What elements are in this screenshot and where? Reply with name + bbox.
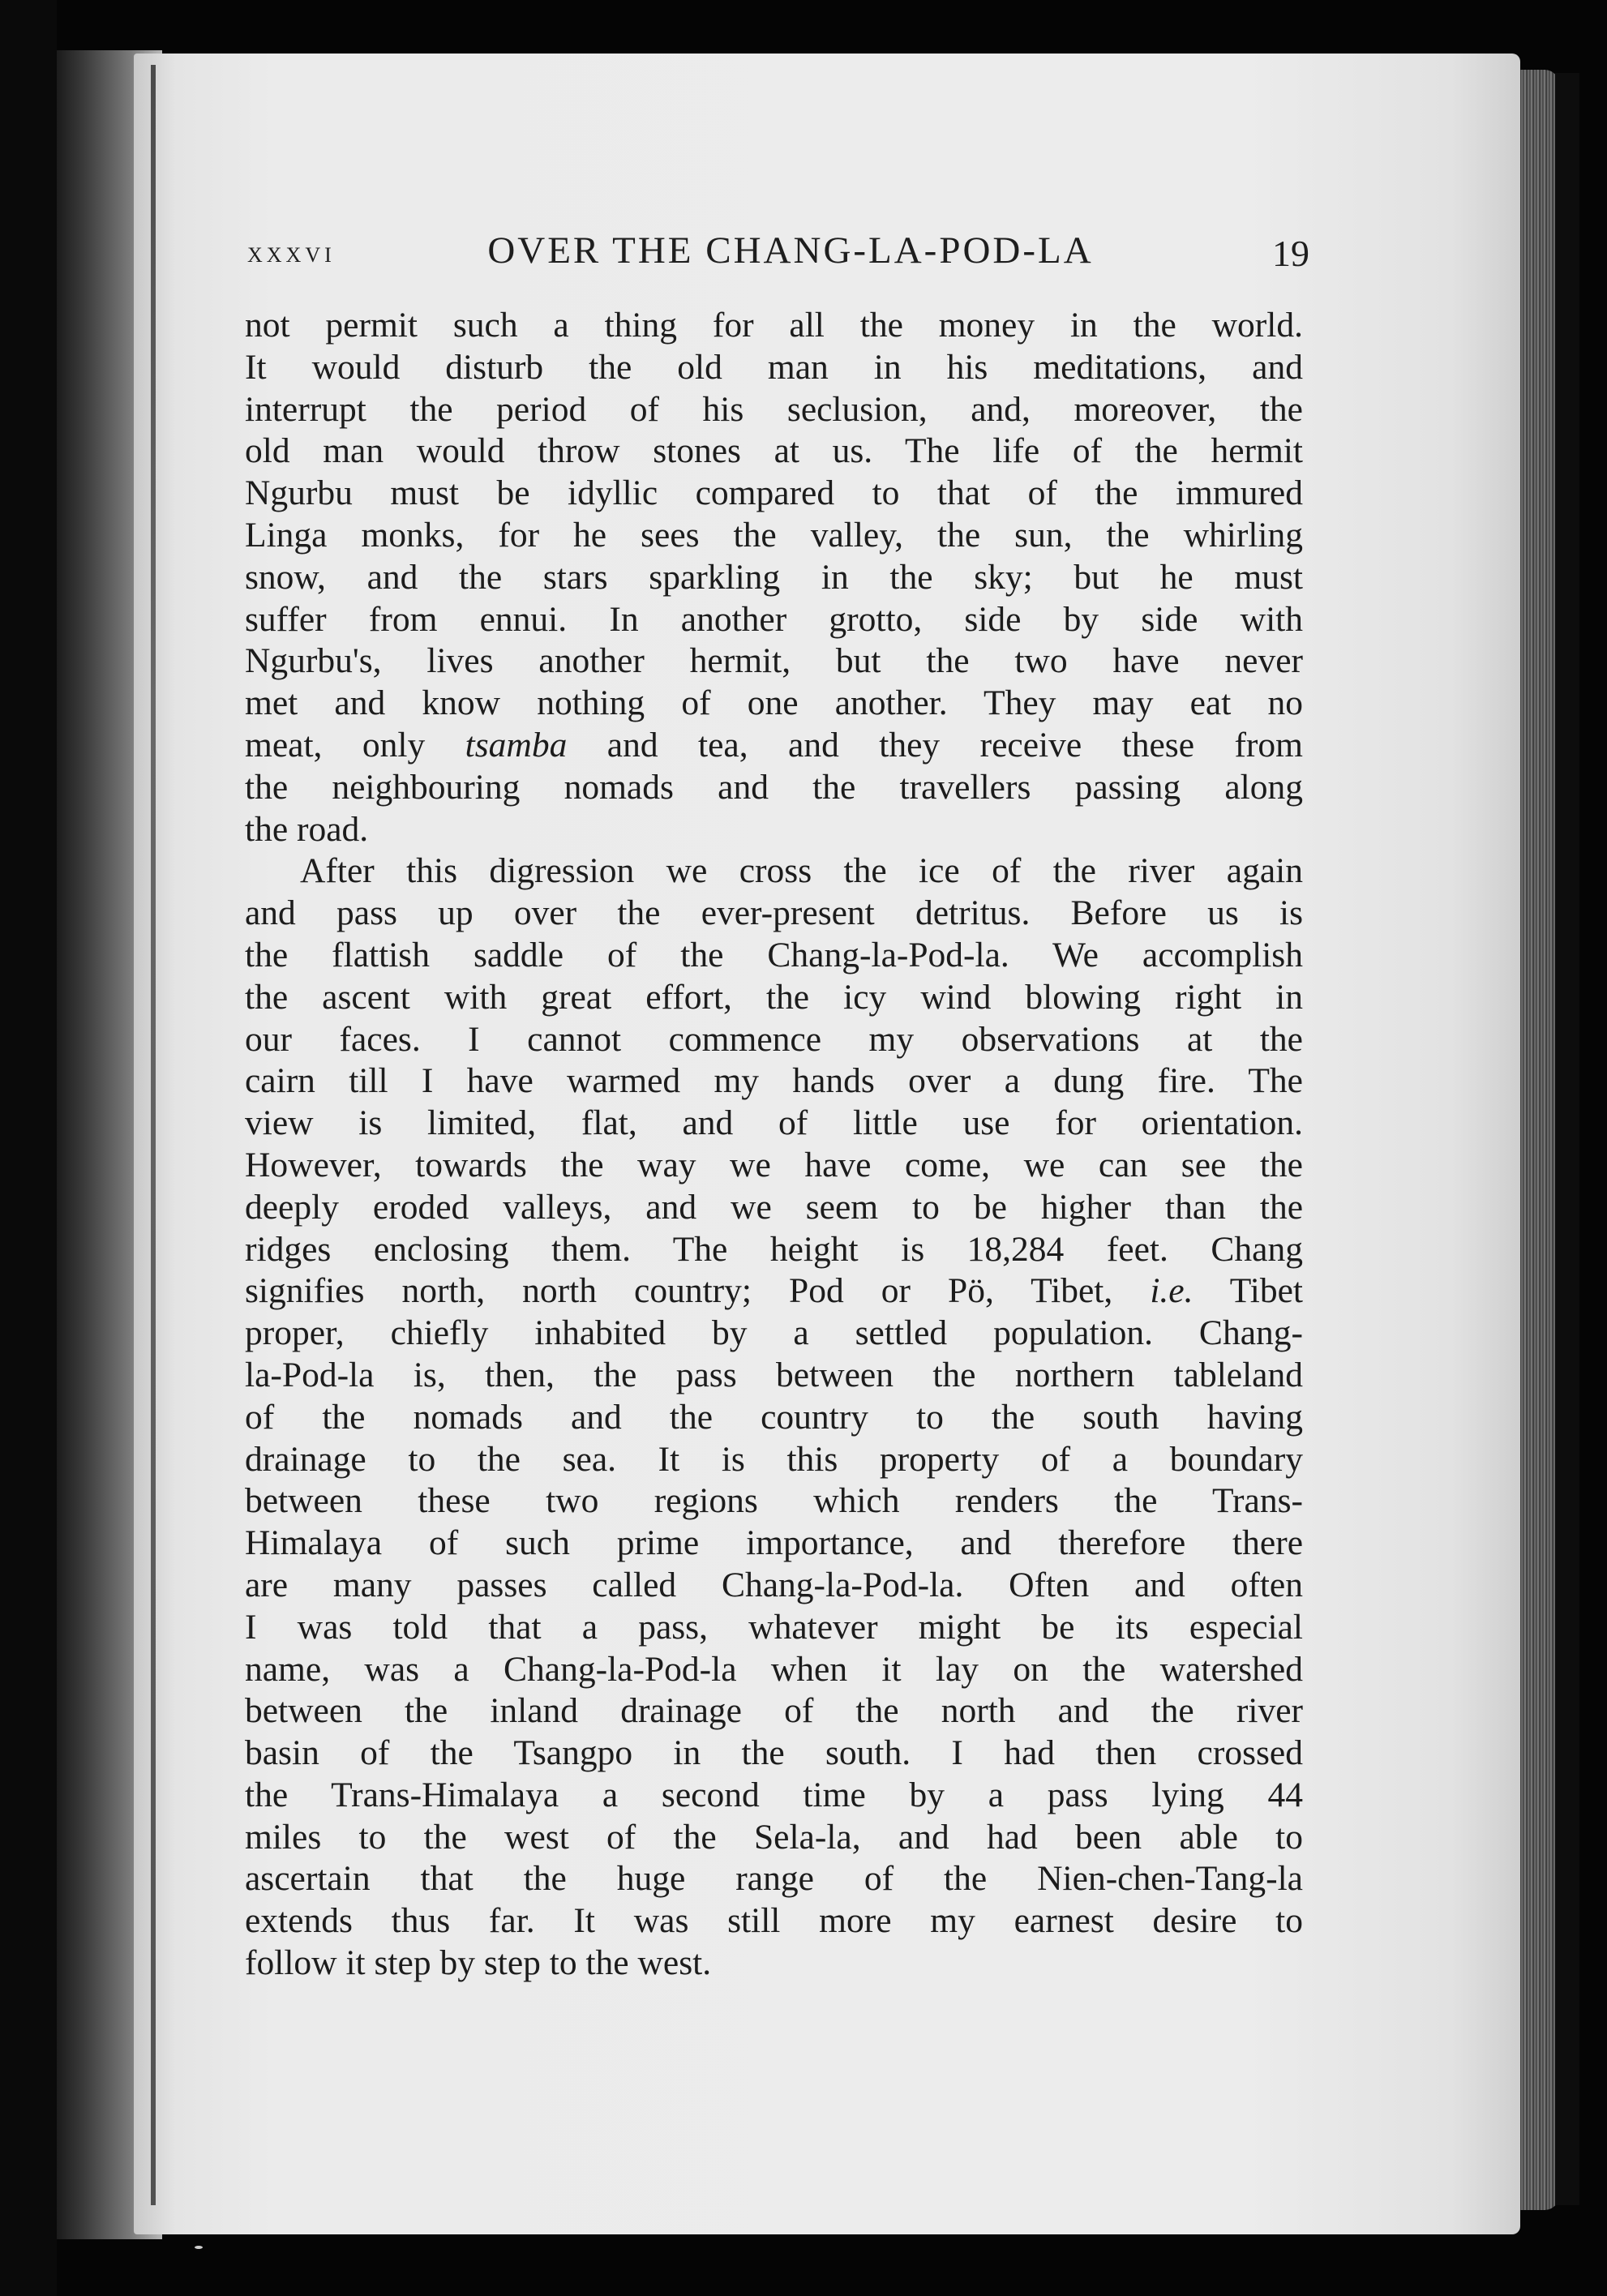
text-run: Ngurbu must be idyllic compared to that of the immured [245,473,1303,513]
text-run: drainage to the sea. It is this property of a boundary [245,1439,1303,1479]
text-line [245,1397,1303,1439]
text-line [245,1690,1303,1733]
text-run: meat, only [245,725,465,765]
text-line [245,389,1303,431]
text-line [245,1270,1303,1313]
text-run: deeply eroded valleys, and we seem to be higher than the [245,1187,1303,1227]
book-cover-edge [1555,73,1579,2205]
page-number: 19 [1272,233,1309,274]
text-run: I was told that a pass, whatever might be its especial [245,1607,1303,1647]
text-line [245,1817,1303,1859]
film-border-left [0,0,57,2296]
text-run: follow it step by step to the west. [245,1943,712,1983]
text-run: miles to the west of the Sela-la, and had been able to [245,1817,1303,1857]
text-run: our faces. I cannot commence my observations at the [245,1019,1303,1059]
text-line [245,850,1303,893]
text-run: ridges enclosing them. The height is 18,284 feet. Chang [245,1229,1303,1269]
text-line [245,1900,1303,1943]
text-run: the road. [245,809,369,849]
text-run: cairn till I have warmed my hands over a dung fire. The [245,1061,1303,1101]
text-run: are many passes called Chang-la-Pod-la. Often and often [245,1565,1303,1604]
text-line [245,725,1303,767]
text-run: met and know nothing of one another. They may eat no [245,683,1303,723]
text-line [245,1060,1303,1103]
text-run: extends thus far. It was still more my earnest desire to [245,1901,1303,1941]
text-line [245,515,1303,557]
text-run: the Trans-Himalaya a second time by a pass lying 44 [245,1775,1303,1814]
text-run: signifies north, north country; Pod or Pö, Tibet, [245,1271,1151,1311]
text-run: between these two regions which renders the Trans- [245,1481,1303,1521]
scan-speck [195,2246,203,2249]
text-line [245,1355,1303,1397]
text-line [245,1103,1303,1145]
text-line [245,1229,1303,1271]
text-line [245,1187,1303,1229]
text-line [245,1943,1303,1985]
text-line [245,1313,1303,1355]
text-run: Himalaya of such prime importance, and therefore there [245,1523,1303,1563]
text-run: between the inland drainage of the north and the river [245,1691,1303,1731]
text-run: not permit such a thing for all the money in the world. [245,306,1303,345]
running-head [247,229,1309,277]
text-run: the flattish saddle of the Chang-la-Pod-la. We accomplish [245,935,1303,975]
text-line [245,935,1303,977]
text-line [245,977,1303,1019]
italic-term: i.e. [1150,1271,1193,1311]
text-run: Ngurbu's, lives another hermit, but the two have never [245,641,1303,681]
text-line [245,1733,1303,1775]
text-line [245,1858,1303,1900]
text-line [245,683,1303,725]
text-run: basin of the Tsangpo in the south. I had then crossed [245,1733,1303,1773]
chapter-title: OVER THE CHANG-LA-POD-LA [487,229,1094,272]
text-line [245,473,1303,515]
text-line [245,1775,1303,1817]
text-line [245,1565,1303,1607]
text-line [245,1523,1303,1565]
text-run: It would disturb the old man in his meditations, and [245,347,1303,387]
text-run: After this digression we cross the ice of the river again [300,851,1303,891]
text-line [245,347,1303,389]
text-line [245,305,1303,347]
text-run: la-Pod-la is, then, the pass between the northern tableland [245,1355,1303,1394]
text-line [245,809,1303,851]
text-run: interrupt the period of his seclusion, and, moreover, the [245,389,1303,429]
text-line [245,1480,1303,1523]
text-line [245,893,1303,935]
text-run: However, towards the way we have come, we can see the [245,1145,1303,1184]
text-line [245,1019,1303,1061]
text-line [245,1145,1303,1187]
italic-term: tsamba [465,725,568,765]
text-run: Tibet [1193,1271,1303,1311]
chapter-number: XXXVI [247,243,336,267]
text-run: proper, chiefly inhabited by a settled population. Chang- [245,1313,1303,1353]
text-run: snow, and the stars sparkling in the sky; but he must [245,557,1303,597]
text-run: the ascent with great effort, the icy wind blowing right in [245,977,1303,1017]
text-line [245,767,1303,809]
text-run: view is limited, flat, and of little use for orientation. [245,1103,1303,1143]
body-text [245,305,1303,1985]
text-line [245,1649,1303,1691]
text-run: the neighbouring nomads and the travellers passing along [245,767,1303,807]
page-stack-edge [1520,70,1559,2210]
text-line [245,640,1303,683]
text-line [245,599,1303,641]
text-line [245,557,1303,599]
binding-shadow [151,65,156,2205]
text-line [245,430,1303,473]
text-run: and pass up over the ever-present detritus. Before us is [245,893,1303,933]
text-run: of the nomads and the country to the south having [245,1397,1303,1437]
text-run: Linga monks, for he sees the valley, the sun, the whirling [245,515,1303,555]
text-run: and tea, and they receive these from [567,725,1303,765]
text-run: ascertain that the huge range of the Nien-chen-Tang-la [245,1859,1303,1899]
text-line [245,1607,1303,1649]
text-run: name, was a Chang-la-Pod-la when it lay on the watershed [245,1649,1303,1689]
text-line [245,1439,1303,1481]
text-run: old man would throw stones at us. The life of the hermit [245,431,1303,471]
text-run: suffer from ennui. In another grotto, side by side with [245,599,1303,639]
